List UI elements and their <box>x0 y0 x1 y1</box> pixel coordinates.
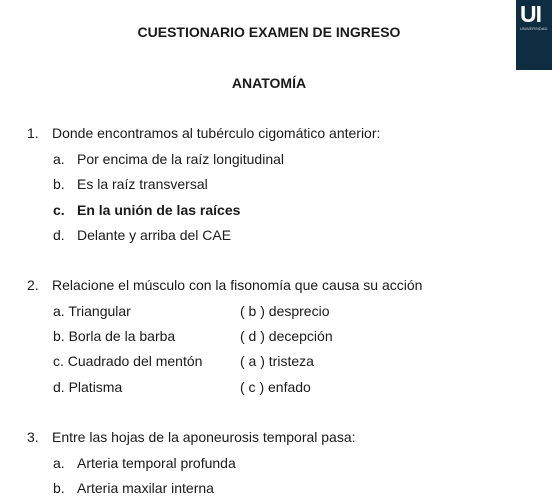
question-text: Relacione el músculo con la fisonomía que causa su acción <box>52 277 423 293</box>
option-letter: a. <box>53 455 65 471</box>
option-letter: b. <box>53 176 65 192</box>
question-number: 1. <box>27 125 39 141</box>
option-text: Por encima de la raíz longitudinal <box>77 151 285 167</box>
option-text: Es la raíz transversal <box>77 176 208 192</box>
option-letter: b. <box>53 480 65 496</box>
question-number: 2. <box>27 277 39 293</box>
question-text: Entre las hojas de la aponeurosis temporal pasa: <box>52 429 356 445</box>
match-muscle: a. Triangular <box>53 303 131 319</box>
question-number: 3. <box>27 429 39 445</box>
option-letter: a. <box>53 151 65 167</box>
match-expression: ( d ) decepción <box>240 328 333 344</box>
match-expression: ( a ) tristeza <box>240 353 314 369</box>
match-muscle: b. Borla de la barba <box>53 328 176 344</box>
option-text: Arteria temporal profunda <box>77 455 236 471</box>
option-text: Arteria maxilar interna <box>77 480 214 496</box>
option-letter: d. <box>53 227 65 243</box>
option-text: Delante y arriba del CAE <box>77 227 232 243</box>
logo-mark: UI <box>520 1 541 27</box>
logo-subtitle: UNIVERSIDAD <box>520 26 548 31</box>
match-muscle: c. Cuadrado del mentón <box>53 353 203 369</box>
match-expression: ( c ) enfado <box>240 379 311 395</box>
subject-heading: ANATOMÍA <box>231 75 307 91</box>
document-title: CUESTIONARIO EXAMEN DE INGRESO <box>137 24 401 40</box>
match-muscle: d. Platisma <box>53 379 123 395</box>
question-text: Donde encontramos al tubérculo cigomático anterior: <box>52 125 381 141</box>
option-letter-correct: c. <box>53 202 65 218</box>
match-expression: ( b ) desprecio <box>240 303 330 319</box>
option-text-correct: En la unión de las raíces <box>77 202 241 218</box>
